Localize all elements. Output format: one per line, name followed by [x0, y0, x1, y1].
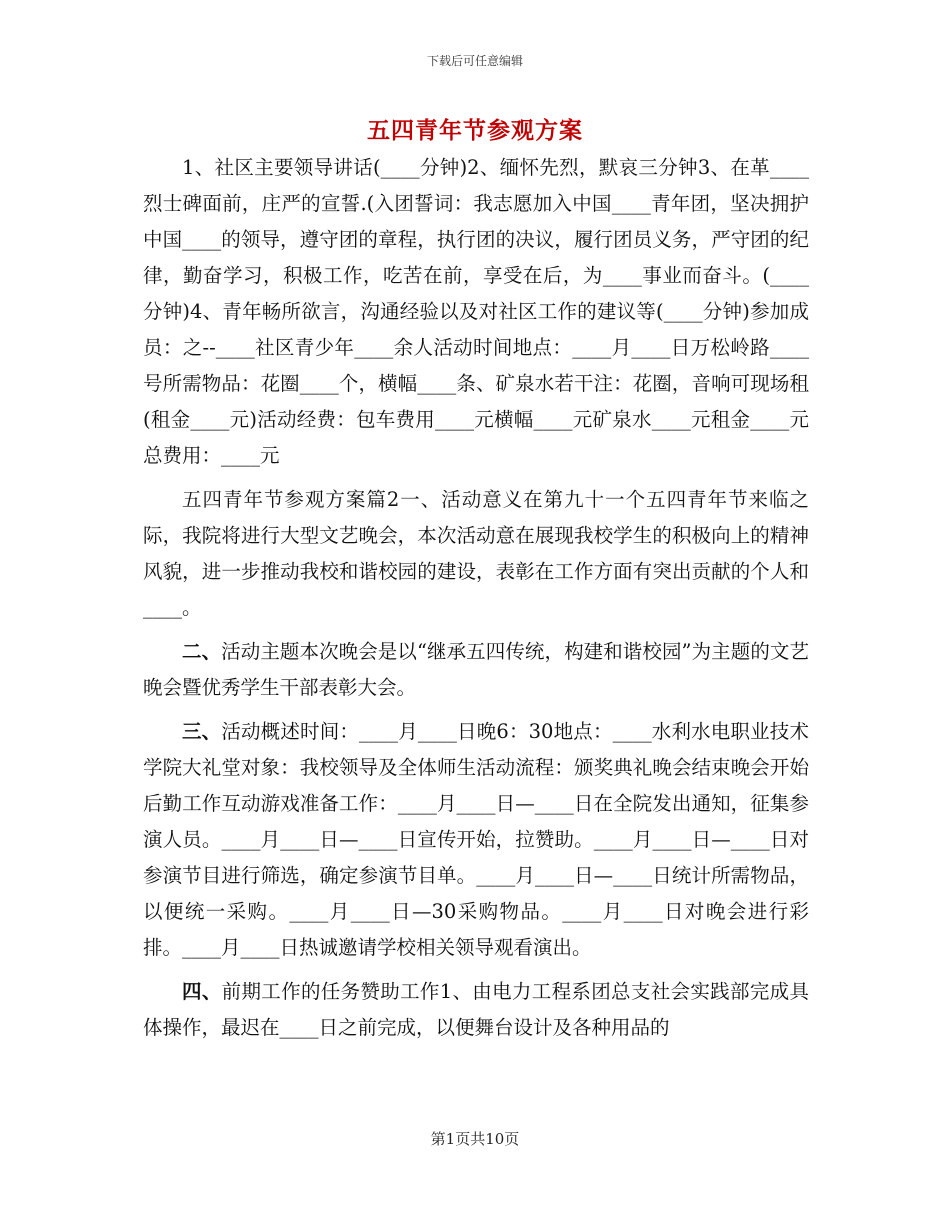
paragraph-3-lead: 二、: [182, 640, 222, 663]
paragraph-3-text: 活动主题本次晚会是以“继承五四传统，构建和谐校园”为主题的文艺晚会暨优秀学生干部表彰大会。: [143, 640, 809, 699]
page-header: 下载后可任意编辑: [426, 54, 523, 68]
paragraph-1-text: 1、社区主要领导讲话(____分钟)2、缅怀先烈，默哀三分钟3、在革____烈士碑面前，庄严的宣誓.(入团誓词：我志愿加入中国____青年团，坚决拥护中国____的领导，遵守团的章程，执行团的决议，履行团员义务，严守团的纪律，勤奋学习，积极工作，吃苦在前，享受在后，为____事业而奋斗。(____分钟)4、青年畅所欲言，沟通经验以及对社区工作的建议等(____分钟)参加成员：之--____社区青少年____余人活动时间地点：____月____日万松岭路____号所需物品：花圈____个，横幅____条、矿泉水若干注：花圈，音响可现场租(租金____元)活动经费：包车费用____元横幅____元矿泉水____元租金____元总费用：____元: [143, 156, 809, 467]
paragraph-4: [143, 714, 809, 966]
paragraph-1: [143, 150, 809, 474]
page-footer: 第1页共10页: [430, 1130, 520, 1148]
paragraph-4-lead: 三、: [182, 720, 222, 743]
document-title: 五四青年节参观方案: [367, 117, 583, 144]
paragraph-3: [143, 634, 809, 706]
paragraph-2-text: 五四青年节参观方案篇2一、活动意义在第九十一个五四青年节来临之际，我院将进行大型文艺晚会，本次活动意在展现我校学生的积极向上的精神风貌，进一步推动我校和谐校园的建设，表彰在工作方面有突出贡献的个人和____。: [143, 488, 809, 619]
paragraph-5-lead: 四、: [182, 980, 222, 1003]
paragraph-5-text: 前期工作的任务赞助工作1、由电力工程系团总支社会实践部完成具体操作，最迟在____日之前完成，以便舞台设计及各种用品的: [143, 980, 809, 1039]
paragraph-5: [143, 974, 809, 1046]
paragraph-4-text: 活动概述时间：____月____日晚6：30地点：____水利水电职业技术学院大礼堂对象：我校领导及全体师生活动流程：颁奖典礼晚会结束晚会开始后勤工作互动游戏准备工作：____月____日—____日在全院发出通知，征集参演人员。____月____日—____日宣传开始，拉赞助。____月____日—____日对参演节目进行筛选，确定参演节目单。____月____日—____日统计所需物品，以便统一采购。____月____日—30采购物品。____月____日对晚会进行彩排。____月____日热诚邀请学校相关领导观看演出。: [143, 720, 809, 959]
document-body: [143, 150, 809, 1046]
paragraph-2: [143, 482, 809, 626]
